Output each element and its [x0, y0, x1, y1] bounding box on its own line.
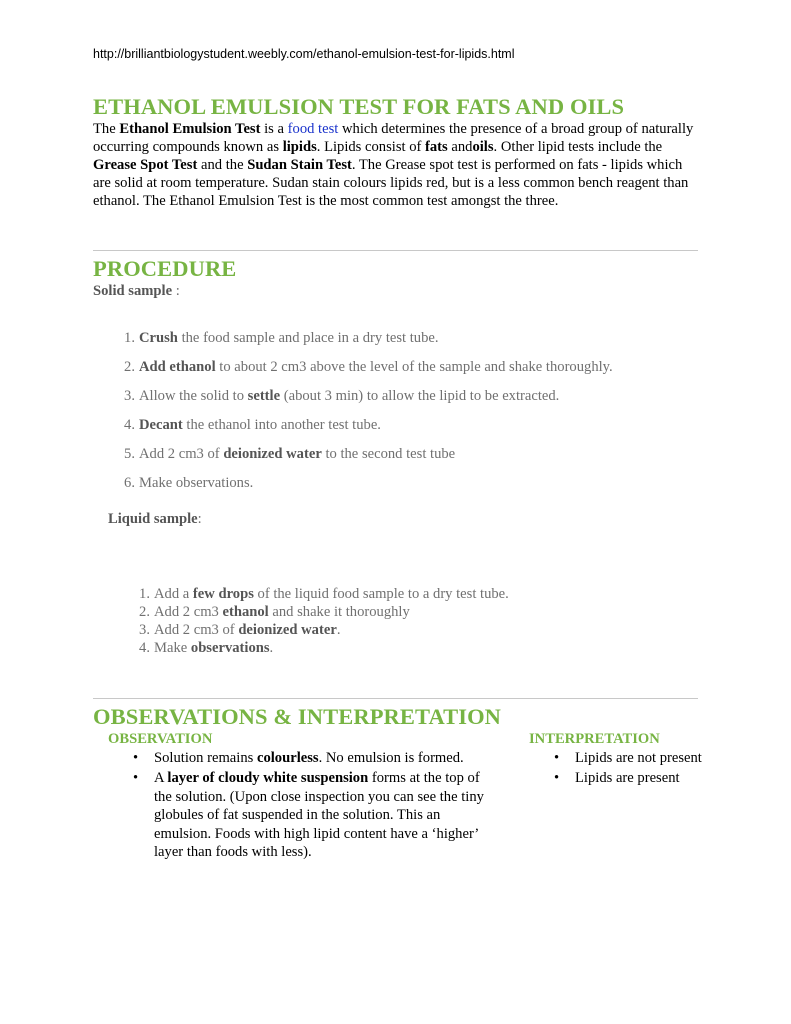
source-url[interactable]: http://brilliantbiologystudent.weebly.com/ethanol-emulsion-test-for-lipids.html	[93, 47, 515, 61]
list-item: • Lipids are present	[552, 769, 752, 787]
liquid-sample-label: Liquid sample:	[108, 511, 202, 527]
divider	[93, 698, 698, 699]
list-item: • Lipids are not present	[552, 749, 752, 767]
page-title: ETHANOL EMULSION TEST FOR FATS AND OILS	[93, 94, 625, 119]
interpretation-list	[552, 749, 752, 788]
term-ethanol-emulsion-test: Ethanol Emulsion Test	[119, 121, 261, 137]
list-item: • Solution remains colourless. No emulsion is formed.	[131, 749, 501, 767]
list-item: • A layer of cloudy white suspension forms at the top of the solution. (Upon close inspection you can see the tiny globules of fat suspended in the solution. This an emulsion. Foods with high lipid content have a ‘higher’ layer than foods with less).	[131, 769, 501, 861]
solid-sample-label: Solid sample :	[93, 283, 180, 299]
observation-column-heading: OBSERVATION	[108, 731, 213, 747]
food-test-link[interactable]: food test	[287, 121, 339, 137]
observations-heading: OBSERVATIONS & INTERPRETATION	[93, 704, 502, 729]
divider	[93, 250, 698, 251]
observation-list	[131, 749, 501, 861]
procedure-heading: PROCEDURE	[93, 256, 237, 281]
intro-paragraph: The Ethanol Emulsion Test is a food test which determines the presence of a broad group of naturally occurring compounds known as lipids. Lipids consist of fats andoils. Other lipid tests include the Grease Spot Test and the Sudan Stain Test. The Grease spot test is performed on fats - lipids which are solid at room temperature. Sudan stain colours lipids red, but is a less common bench reagent than ethanol. The Ethanol Emulsion Test is the most common test amongst the three.	[93, 121, 694, 210]
interpretation-column-heading: INTERPRETATION	[529, 731, 660, 747]
